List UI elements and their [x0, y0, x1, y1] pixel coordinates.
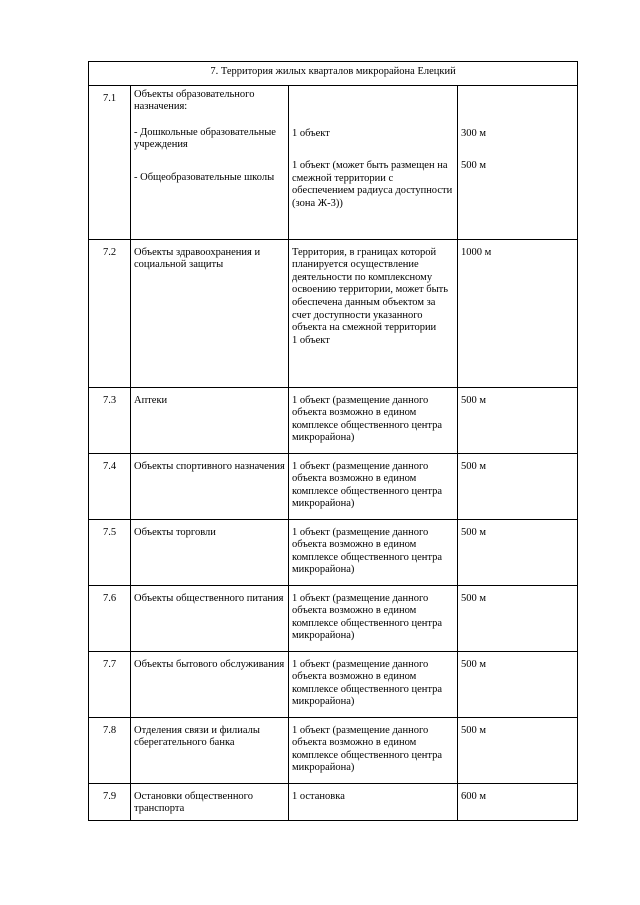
row-quantity: 1 остановка: [289, 783, 458, 820]
row-quantity: 1 объект (размещение данного объекта возможно в едином комплексе общественного центра микрорайона): [289, 651, 458, 717]
row-name: Остановки общественного транспорта: [131, 783, 289, 820]
table-row: [89, 651, 578, 717]
row-quantity: 1 объект (размещение данного объекта возможно в едином комплексе общественного центра микрорайона): [289, 519, 458, 585]
subitem-name: - Общеобразовательные школы: [134, 171, 275, 183]
row-radius-cell: [458, 85, 578, 239]
table-row: [89, 387, 578, 453]
row-quantity: 1 объект (размещение данного объекта возможно в едином комплексе общественного центра микрорайона): [289, 585, 458, 651]
row-number: 7.8: [89, 717, 131, 783]
row-radius: 1000 м: [458, 239, 578, 387]
row-radius: 500 м: [458, 717, 578, 783]
row-name: Объекты общественного питания: [131, 585, 289, 651]
row-radius: 500 м: [458, 387, 578, 453]
table-title: 7. Территория жилых кварталов микрорайона Елецкий: [89, 62, 578, 86]
row-number: 7.1: [89, 85, 131, 239]
row-name: Объекты спортивного назначения: [131, 453, 289, 519]
row-quantity-cell: [289, 239, 458, 387]
row-radius: 500 м: [458, 453, 578, 519]
row-radius: 600 м: [458, 783, 578, 820]
row-quantity: 1 объект (размещение данного объекта возможно в едином комплексе общественного центра микрорайона): [289, 453, 458, 519]
table-title-row: [89, 62, 578, 86]
subitem-radius: 300 м: [461, 127, 487, 139]
row-name-cell: [131, 85, 289, 239]
row-number: 7.3: [89, 387, 131, 453]
row-radius: 500 м: [458, 651, 578, 717]
row-name: Объекты торговли: [131, 519, 289, 585]
subitem-name: - Дошкольные образовательные учреждения: [134, 126, 276, 151]
row-number: 7.6: [89, 585, 131, 651]
row-number: 7.4: [89, 453, 131, 519]
row-name: Объекты здравоохранения и социальной защиты: [131, 239, 289, 387]
row-number: 7.2: [89, 239, 131, 387]
subitem-radius: 500 м: [461, 160, 487, 172]
row-quantity-extra: 1 объект: [292, 334, 330, 346]
row-name: Отделения связи и филиалы сберегательного банка: [131, 717, 289, 783]
row-radius: 500 м: [458, 519, 578, 585]
table-row: [89, 239, 578, 387]
table-row: [89, 85, 578, 239]
table-row: [89, 717, 578, 783]
row-name: Аптеки: [131, 387, 289, 453]
row-number: 7.7: [89, 651, 131, 717]
row-quantity: Территория, в границах которой планируется осуществление деятельности по комплексному освоению территории, может быть обеспечена данным объектом за счет доступности указанного объекта на смежной территории: [292, 246, 449, 334]
facilities-table: [88, 61, 578, 821]
row-radius: 500 м: [458, 585, 578, 651]
subitem-quantity: 1 объект: [292, 127, 330, 139]
subitem-quantity: 1 объект (может быть размещен на смежной территории с обеспечением радиуса доступности (зона Ж-3)): [292, 160, 453, 209]
table-row: [89, 783, 578, 820]
row-number: 7.9: [89, 783, 131, 820]
table-row: [89, 453, 578, 519]
row-quantity: 1 объект (размещение данного объекта возможно в едином комплексе общественного центра микрорайона): [289, 717, 458, 783]
row-quantity-cell: [289, 85, 458, 239]
table-row: [89, 585, 578, 651]
row-quantity: 1 объект (размещение данного объекта возможно в едином комплексе общественного центра микрорайона): [289, 387, 458, 453]
table-row: [89, 519, 578, 585]
row-name: Объекты бытового обслуживания: [131, 651, 289, 717]
row-name: Объекты образовательного назначения:: [134, 88, 255, 113]
row-number: 7.5: [89, 519, 131, 585]
